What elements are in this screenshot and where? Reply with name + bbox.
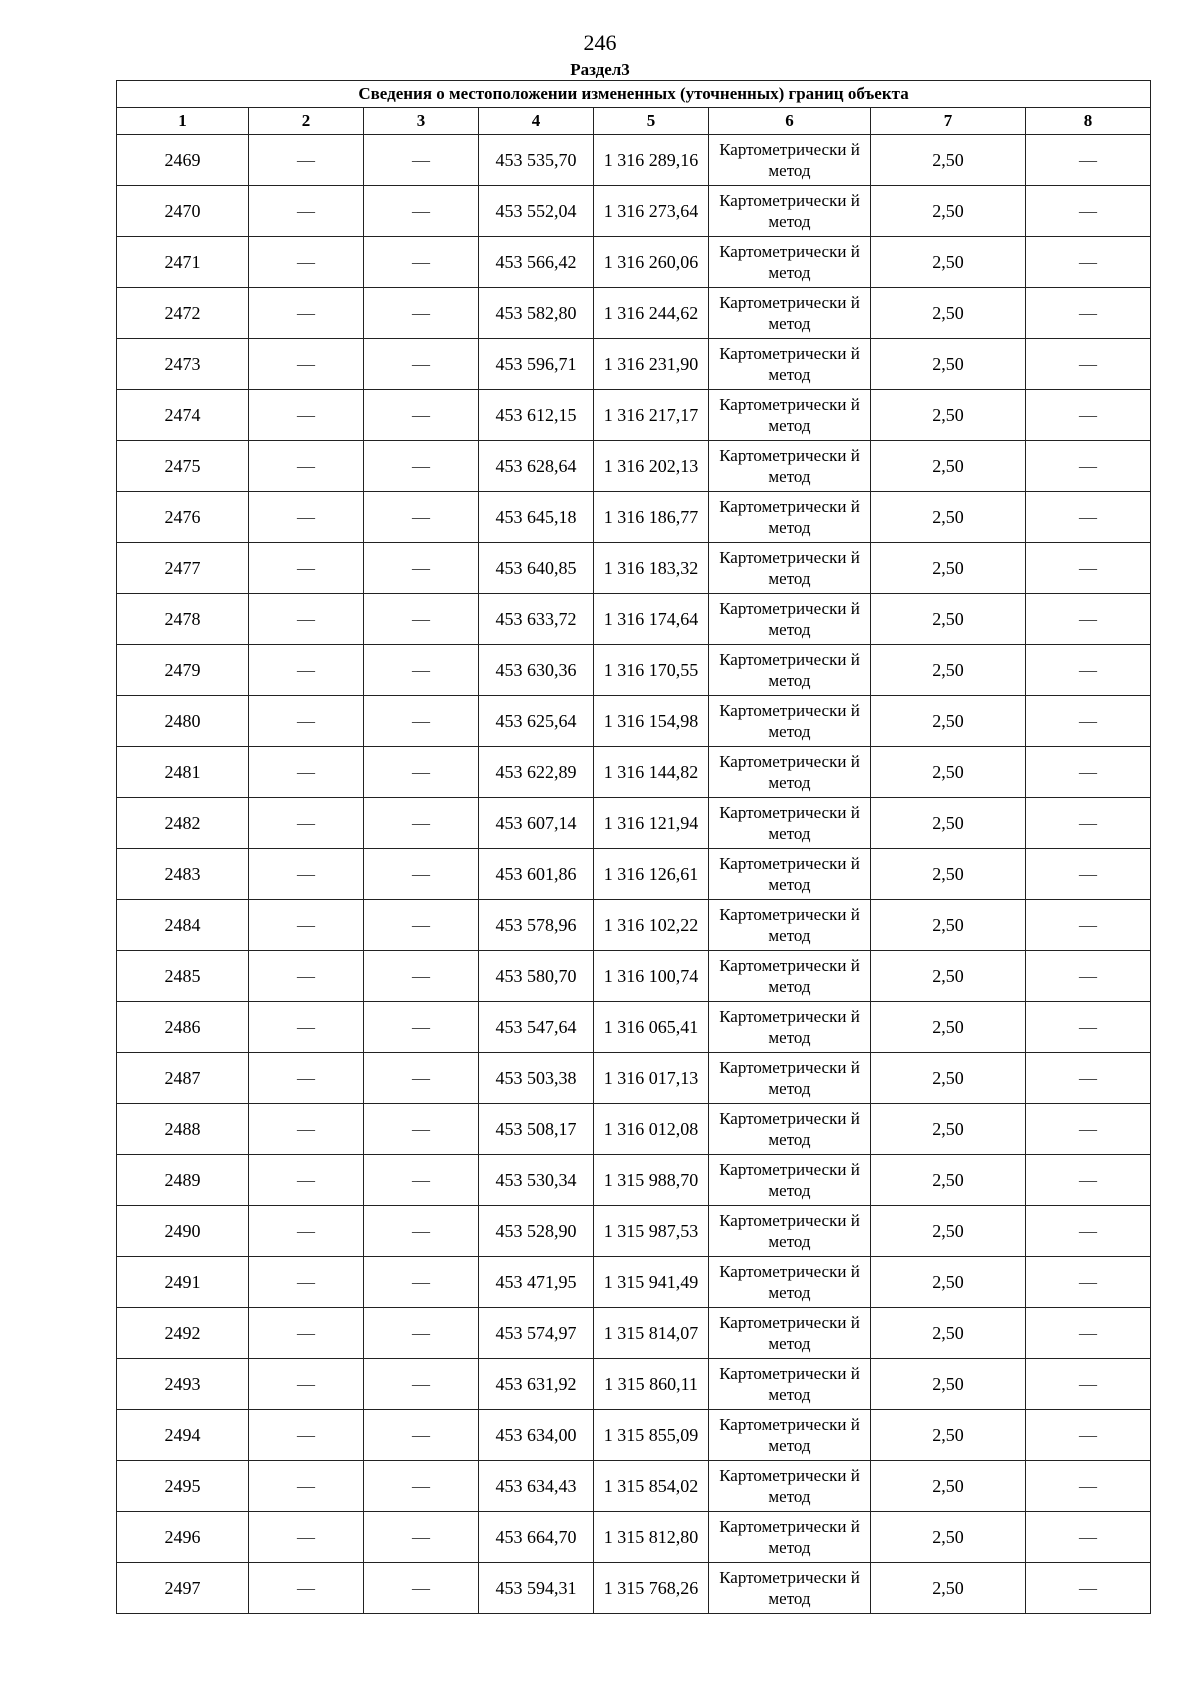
table-row: [117, 1206, 1151, 1257]
table-row: [117, 951, 1151, 1002]
x-coordinate-cell: 453 607,14: [479, 798, 594, 849]
col8-cell: —: [1026, 1512, 1151, 1563]
col3-cell: —: [364, 1359, 479, 1410]
col8-cell: —: [1026, 288, 1151, 339]
col8-cell: —: [1026, 1308, 1151, 1359]
method-cell: Картометрически й метод: [709, 237, 871, 288]
x-coordinate-cell: 453 535,70: [479, 135, 594, 186]
col2-cell: —: [249, 1308, 364, 1359]
column-number-header: 2: [249, 108, 364, 135]
table-row: [117, 747, 1151, 798]
accuracy-cell: 2,50: [871, 645, 1026, 696]
table-row: [117, 645, 1151, 696]
accuracy-cell: 2,50: [871, 1410, 1026, 1461]
col2-cell: —: [249, 849, 364, 900]
table-caption: Сведения о местоположении измененных (уточненных) границ объекта: [117, 81, 1151, 108]
accuracy-cell: 2,50: [871, 543, 1026, 594]
col3-cell: —: [364, 645, 479, 696]
method-cell: Картометрически й метод: [709, 594, 871, 645]
col2-cell: —: [249, 492, 364, 543]
col3-cell: —: [364, 696, 479, 747]
column-number-header: 1: [117, 108, 249, 135]
table-row: [117, 1257, 1151, 1308]
col3-cell: —: [364, 135, 479, 186]
col8-cell: —: [1026, 1563, 1151, 1614]
col2-cell: —: [249, 1155, 364, 1206]
point-number-cell: 2493: [117, 1359, 249, 1410]
x-coordinate-cell: 453 503,38: [479, 1053, 594, 1104]
col3-cell: —: [364, 1461, 479, 1512]
x-coordinate-cell: 453 631,92: [479, 1359, 594, 1410]
col2-cell: —: [249, 339, 364, 390]
method-cell: Картометрически й метод: [709, 900, 871, 951]
point-number-cell: 2473: [117, 339, 249, 390]
x-coordinate-cell: 453 528,90: [479, 1206, 594, 1257]
point-number-cell: 2474: [117, 390, 249, 441]
x-coordinate-cell: 453 578,96: [479, 900, 594, 951]
accuracy-cell: 2,50: [871, 1104, 1026, 1155]
table-row: [117, 1563, 1151, 1614]
col2-cell: —: [249, 645, 364, 696]
y-coordinate-cell: 1 316 183,32: [594, 543, 709, 594]
x-coordinate-cell: 453 566,42: [479, 237, 594, 288]
method-cell: Картометрически й метод: [709, 1563, 871, 1614]
col3-cell: —: [364, 339, 479, 390]
y-coordinate-cell: 1 316 289,16: [594, 135, 709, 186]
accuracy-cell: 2,50: [871, 390, 1026, 441]
y-coordinate-cell: 1 316 174,64: [594, 594, 709, 645]
column-number-header: 7: [871, 108, 1026, 135]
method-cell: Картометрически й метод: [709, 849, 871, 900]
y-coordinate-cell: 1 315 812,80: [594, 1512, 709, 1563]
accuracy-cell: 2,50: [871, 441, 1026, 492]
point-number-cell: 2494: [117, 1410, 249, 1461]
x-coordinate-cell: 453 634,00: [479, 1410, 594, 1461]
x-coordinate-cell: 453 612,15: [479, 390, 594, 441]
col3-cell: —: [364, 1206, 479, 1257]
column-number-row: [117, 108, 1151, 135]
x-coordinate-cell: 453 530,34: [479, 1155, 594, 1206]
col3-cell: —: [364, 1104, 479, 1155]
x-coordinate-cell: 453 574,97: [479, 1308, 594, 1359]
x-coordinate-cell: 453 628,64: [479, 441, 594, 492]
y-coordinate-cell: 1 316 012,08: [594, 1104, 709, 1155]
col2-cell: —: [249, 1104, 364, 1155]
method-cell: Картометрически й метод: [709, 339, 871, 390]
col8-cell: —: [1026, 747, 1151, 798]
method-cell: Картометрически й метод: [709, 1359, 871, 1410]
y-coordinate-cell: 1 316 217,17: [594, 390, 709, 441]
col8-cell: —: [1026, 1002, 1151, 1053]
point-number-cell: 2471: [117, 237, 249, 288]
point-number-cell: 2481: [117, 747, 249, 798]
col3-cell: —: [364, 849, 479, 900]
y-coordinate-cell: 1 316 121,94: [594, 798, 709, 849]
col2-cell: —: [249, 798, 364, 849]
point-number-cell: 2476: [117, 492, 249, 543]
x-coordinate-cell: 453 471,95: [479, 1257, 594, 1308]
point-number-cell: 2497: [117, 1563, 249, 1614]
x-coordinate-cell: 453 596,71: [479, 339, 594, 390]
col2-cell: —: [249, 1461, 364, 1512]
y-coordinate-cell: 1 315 854,02: [594, 1461, 709, 1512]
accuracy-cell: 2,50: [871, 1512, 1026, 1563]
point-number-cell: 2478: [117, 594, 249, 645]
col8-cell: —: [1026, 1155, 1151, 1206]
col3-cell: —: [364, 594, 479, 645]
col8-cell: —: [1026, 645, 1151, 696]
accuracy-cell: 2,50: [871, 237, 1026, 288]
y-coordinate-cell: 1 316 244,62: [594, 288, 709, 339]
x-coordinate-cell: 453 601,86: [479, 849, 594, 900]
table-row: [117, 339, 1151, 390]
column-number-header: 8: [1026, 108, 1151, 135]
col3-cell: —: [364, 1002, 479, 1053]
point-number-cell: 2492: [117, 1308, 249, 1359]
col3-cell: —: [364, 1410, 479, 1461]
y-coordinate-cell: 1 315 987,53: [594, 1206, 709, 1257]
accuracy-cell: 2,50: [871, 747, 1026, 798]
accuracy-cell: 2,50: [871, 288, 1026, 339]
table-row: [117, 900, 1151, 951]
col2-cell: —: [249, 1512, 364, 1563]
table-row: [117, 1002, 1151, 1053]
point-number-cell: 2490: [117, 1206, 249, 1257]
accuracy-cell: 2,50: [871, 1359, 1026, 1410]
y-coordinate-cell: 1 316 170,55: [594, 645, 709, 696]
col3-cell: —: [364, 1053, 479, 1104]
y-coordinate-cell: 1 316 017,13: [594, 1053, 709, 1104]
col8-cell: —: [1026, 696, 1151, 747]
table-row: [117, 798, 1151, 849]
y-coordinate-cell: 1 316 186,77: [594, 492, 709, 543]
col8-cell: —: [1026, 543, 1151, 594]
x-coordinate-cell: 453 547,64: [479, 1002, 594, 1053]
col2-cell: —: [249, 1206, 364, 1257]
method-cell: Картометрически й метод: [709, 288, 871, 339]
method-cell: Картометрически й метод: [709, 747, 871, 798]
y-coordinate-cell: 1 316 065,41: [594, 1002, 709, 1053]
col8-cell: —: [1026, 1206, 1151, 1257]
method-cell: Картометрически й метод: [709, 390, 871, 441]
table-row: [117, 135, 1151, 186]
y-coordinate-cell: 1 316 260,06: [594, 237, 709, 288]
x-coordinate-cell: 453 664,70: [479, 1512, 594, 1563]
accuracy-cell: 2,50: [871, 1206, 1026, 1257]
table-row: [117, 1053, 1151, 1104]
point-number-cell: 2488: [117, 1104, 249, 1155]
point-number-cell: 2491: [117, 1257, 249, 1308]
col3-cell: —: [364, 747, 479, 798]
col2-cell: —: [249, 900, 364, 951]
col2-cell: —: [249, 951, 364, 1002]
accuracy-cell: 2,50: [871, 339, 1026, 390]
method-cell: Картометрически й метод: [709, 186, 871, 237]
table-row: [117, 1359, 1151, 1410]
x-coordinate-cell: 453 552,04: [479, 186, 594, 237]
table-body: [117, 135, 1151, 1614]
method-cell: Картометрически й метод: [709, 543, 871, 594]
x-coordinate-cell: 453 594,31: [479, 1563, 594, 1614]
method-cell: Картометрически й метод: [709, 1104, 871, 1155]
col8-cell: —: [1026, 186, 1151, 237]
col2-cell: —: [249, 390, 364, 441]
accuracy-cell: 2,50: [871, 492, 1026, 543]
col8-cell: —: [1026, 900, 1151, 951]
col3-cell: —: [364, 288, 479, 339]
table-row: [117, 492, 1151, 543]
point-number-cell: 2485: [117, 951, 249, 1002]
method-cell: Картометрически й метод: [709, 645, 871, 696]
col2-cell: —: [249, 1053, 364, 1104]
accuracy-cell: 2,50: [871, 696, 1026, 747]
col8-cell: —: [1026, 594, 1151, 645]
col3-cell: —: [364, 1308, 479, 1359]
col2-cell: —: [249, 594, 364, 645]
table-row: [117, 237, 1151, 288]
method-cell: Картометрически й метод: [709, 1461, 871, 1512]
col2-cell: —: [249, 288, 364, 339]
col3-cell: —: [364, 492, 479, 543]
col8-cell: —: [1026, 1257, 1151, 1308]
col2-cell: —: [249, 543, 364, 594]
accuracy-cell: 2,50: [871, 1155, 1026, 1206]
accuracy-cell: 2,50: [871, 900, 1026, 951]
col8-cell: —: [1026, 1053, 1151, 1104]
col3-cell: —: [364, 237, 479, 288]
table-row: [117, 849, 1151, 900]
col3-cell: —: [364, 186, 479, 237]
column-number-header: 3: [364, 108, 479, 135]
y-coordinate-cell: 1 316 154,98: [594, 696, 709, 747]
col3-cell: —: [364, 543, 479, 594]
col2-cell: —: [249, 135, 364, 186]
point-number-cell: 2487: [117, 1053, 249, 1104]
page-number: 246: [583, 30, 617, 55]
table-row: [117, 1308, 1151, 1359]
method-cell: Картометрически й метод: [709, 135, 871, 186]
y-coordinate-cell: 1 316 273,64: [594, 186, 709, 237]
col2-cell: —: [249, 747, 364, 798]
col3-cell: —: [364, 390, 479, 441]
x-coordinate-cell: 453 625,64: [479, 696, 594, 747]
col3-cell: —: [364, 900, 479, 951]
y-coordinate-cell: 1 315 988,70: [594, 1155, 709, 1206]
accuracy-cell: 2,50: [871, 798, 1026, 849]
col2-cell: —: [249, 1257, 364, 1308]
method-cell: Картометрически й метод: [709, 1257, 871, 1308]
col2-cell: —: [249, 1359, 364, 1410]
point-number-cell: 2483: [117, 849, 249, 900]
point-number-cell: 2489: [117, 1155, 249, 1206]
col3-cell: —: [364, 1512, 479, 1563]
method-cell: Картометрически й метод: [709, 1155, 871, 1206]
col8-cell: —: [1026, 135, 1151, 186]
col2-cell: —: [249, 441, 364, 492]
table-row: [117, 1461, 1151, 1512]
accuracy-cell: 2,50: [871, 1461, 1026, 1512]
y-coordinate-cell: 1 316 126,61: [594, 849, 709, 900]
accuracy-cell: 2,50: [871, 1002, 1026, 1053]
point-number-cell: 2484: [117, 900, 249, 951]
point-number-cell: 2495: [117, 1461, 249, 1512]
table-row: [117, 1410, 1151, 1461]
y-coordinate-cell: 1 315 941,49: [594, 1257, 709, 1308]
method-cell: Картометрически й метод: [709, 1410, 871, 1461]
method-cell: Картометрически й метод: [709, 1308, 871, 1359]
col2-cell: —: [249, 1002, 364, 1053]
table-row: [117, 594, 1151, 645]
col8-cell: —: [1026, 237, 1151, 288]
point-number-cell: 2480: [117, 696, 249, 747]
section-label: Раздел3: [570, 60, 630, 79]
col8-cell: —: [1026, 1359, 1151, 1410]
point-number-cell: 2472: [117, 288, 249, 339]
y-coordinate-cell: 1 316 202,13: [594, 441, 709, 492]
column-number-header: 4: [479, 108, 594, 135]
table-row: [117, 1104, 1151, 1155]
col8-cell: —: [1026, 339, 1151, 390]
col2-cell: —: [249, 1410, 364, 1461]
accuracy-cell: 2,50: [871, 951, 1026, 1002]
table-row: [117, 1512, 1151, 1563]
col3-cell: —: [364, 798, 479, 849]
col2-cell: —: [249, 186, 364, 237]
table-row: [117, 543, 1151, 594]
table-row: [117, 186, 1151, 237]
accuracy-cell: 2,50: [871, 1053, 1026, 1104]
accuracy-cell: 2,50: [871, 186, 1026, 237]
point-number-cell: 2496: [117, 1512, 249, 1563]
col3-cell: —: [364, 951, 479, 1002]
x-coordinate-cell: 453 580,70: [479, 951, 594, 1002]
col3-cell: —: [364, 1257, 479, 1308]
y-coordinate-cell: 1 315 768,26: [594, 1563, 709, 1614]
method-cell: Картометрически й метод: [709, 1206, 871, 1257]
x-coordinate-cell: 453 640,85: [479, 543, 594, 594]
method-cell: Картометрически й метод: [709, 441, 871, 492]
x-coordinate-cell: 453 508,17: [479, 1104, 594, 1155]
point-number-cell: 2477: [117, 543, 249, 594]
col8-cell: —: [1026, 492, 1151, 543]
accuracy-cell: 2,50: [871, 135, 1026, 186]
point-number-cell: 2469: [117, 135, 249, 186]
table-row: [117, 288, 1151, 339]
method-cell: Картометрически й метод: [709, 1002, 871, 1053]
column-number-header: 5: [594, 108, 709, 135]
col8-cell: —: [1026, 849, 1151, 900]
x-coordinate-cell: 453 630,36: [479, 645, 594, 696]
col3-cell: —: [364, 1563, 479, 1614]
col2-cell: —: [249, 1563, 364, 1614]
col8-cell: —: [1026, 441, 1151, 492]
boundary-coordinates-table: [116, 80, 1151, 1614]
method-cell: Картометрически й метод: [709, 798, 871, 849]
col2-cell: —: [249, 696, 364, 747]
col8-cell: —: [1026, 390, 1151, 441]
accuracy-cell: 2,50: [871, 849, 1026, 900]
method-cell: Картометрически й метод: [709, 696, 871, 747]
x-coordinate-cell: 453 582,80: [479, 288, 594, 339]
y-coordinate-cell: 1 315 855,09: [594, 1410, 709, 1461]
col8-cell: —: [1026, 1461, 1151, 1512]
accuracy-cell: 2,50: [871, 1257, 1026, 1308]
x-coordinate-cell: 453 634,43: [479, 1461, 594, 1512]
x-coordinate-cell: 453 622,89: [479, 747, 594, 798]
col2-cell: —: [249, 237, 364, 288]
table-row: [117, 696, 1151, 747]
method-cell: Картометрически й метод: [709, 951, 871, 1002]
x-coordinate-cell: 453 633,72: [479, 594, 594, 645]
accuracy-cell: 2,50: [871, 1563, 1026, 1614]
x-coordinate-cell: 453 645,18: [479, 492, 594, 543]
point-number-cell: 2470: [117, 186, 249, 237]
y-coordinate-cell: 1 316 102,22: [594, 900, 709, 951]
method-cell: Картометрически й метод: [709, 492, 871, 543]
accuracy-cell: 2,50: [871, 1308, 1026, 1359]
y-coordinate-cell: 1 315 814,07: [594, 1308, 709, 1359]
col8-cell: —: [1026, 1104, 1151, 1155]
col8-cell: —: [1026, 1410, 1151, 1461]
y-coordinate-cell: 1 316 144,82: [594, 747, 709, 798]
col8-cell: —: [1026, 798, 1151, 849]
col3-cell: —: [364, 1155, 479, 1206]
table-row: [117, 441, 1151, 492]
y-coordinate-cell: 1 316 100,74: [594, 951, 709, 1002]
point-number-cell: 2482: [117, 798, 249, 849]
accuracy-cell: 2,50: [871, 594, 1026, 645]
col8-cell: —: [1026, 951, 1151, 1002]
point-number-cell: 2486: [117, 1002, 249, 1053]
point-number-cell: 2475: [117, 441, 249, 492]
point-number-cell: 2479: [117, 645, 249, 696]
method-cell: Картометрически й метод: [709, 1512, 871, 1563]
col3-cell: —: [364, 441, 479, 492]
table-row: [117, 390, 1151, 441]
method-cell: Картометрически й метод: [709, 1053, 871, 1104]
column-number-header: 6: [709, 108, 871, 135]
table-row: [117, 1155, 1151, 1206]
y-coordinate-cell: 1 316 231,90: [594, 339, 709, 390]
y-coordinate-cell: 1 315 860,11: [594, 1359, 709, 1410]
